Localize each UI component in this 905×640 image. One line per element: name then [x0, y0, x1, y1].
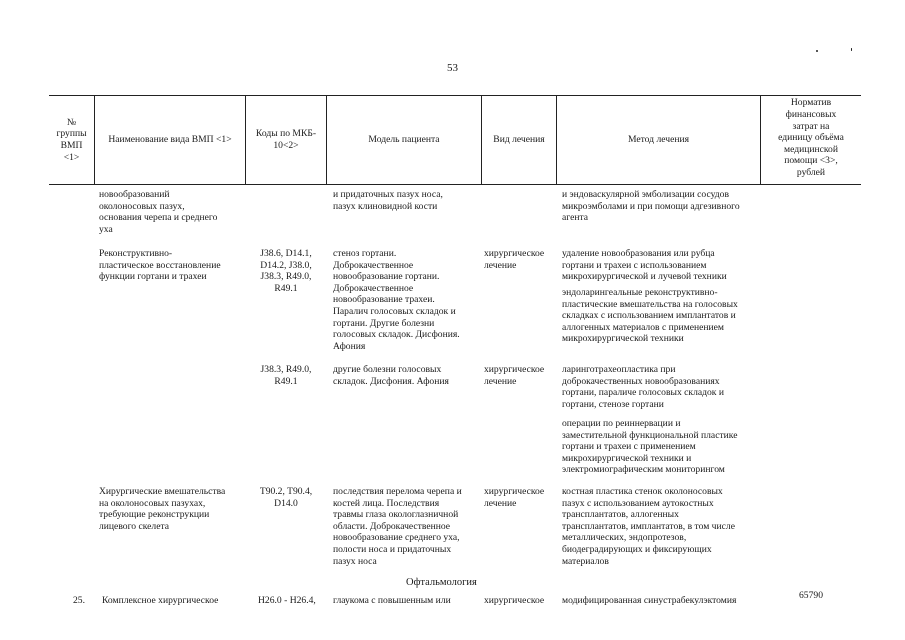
r25-model: глаукома с повышенным или	[333, 595, 451, 606]
r3-method: костная пластика стенок околоносовых пазух с использованием аутокостных трансплантатов, аллогенных трансплантатов, имплантатов, в том числе металлических, эндопротезов, биодеградирующих и фиксирующих материалов	[562, 486, 735, 567]
r3-codes: T90.2, T90.4, D14.0	[259, 486, 313, 509]
header-group-number: № группы ВМП <1>	[56, 116, 87, 163]
r2-codes: J38.3, R49.0, R49.1	[260, 364, 312, 387]
header-vmp-name: Наименование вида ВМП <1>	[108, 134, 232, 146]
r25-cost: 65790	[799, 590, 823, 601]
r25-codes: H26.0 - H26.4,	[258, 595, 316, 606]
r2-method-b: операции по реиннервации и заместительной функциональной пластике гортани и трахеи с применением микрохирургической техники и электромиографическим мониторингом	[562, 418, 738, 476]
header-bottom-border	[49, 184, 861, 185]
cont-name: новообразований околоносовых пазух, основания черепа и среднего уха	[99, 189, 218, 235]
r2-method-a: ларинготрахеопластика при доброкачественных новообразованиях гортани, параличе голосовых складок и гортани, стенозе гортани	[562, 364, 724, 410]
r25-type: хирургическое	[484, 595, 545, 606]
section-title: Офтальмология	[406, 577, 477, 588]
r3-type: хирургическое лечение	[484, 486, 545, 509]
r1-method-a: удаление новообразования или рубца гортани и трахеи с использованием микрохирургической и лучевой техники	[562, 248, 727, 283]
r2-model: другие болезни голосовых складок. Дисфония. Афония	[333, 364, 449, 387]
r25-method: модифицированная синустрабекулэктомия	[562, 595, 737, 606]
cont-method: и эндоваскулярной эмболизации сосудов микроэмболами и при помощи адгезивного агента	[562, 189, 740, 224]
r25-number: 25.	[73, 595, 85, 606]
r3-model: последствия перелома черепа и костей лица. Последствия травмы глаза окологлазничной области. Доброкачественное новообразование среднего уха, полости носа и придаточных пазух носа	[333, 486, 462, 567]
r3-name: Хирургические вмешательства на околоносовых пазухах, требующие реконструкции лицевого скелета	[99, 486, 226, 532]
header-treatment-method: Метод лечения	[627, 134, 690, 146]
r1-name: Реконструктивно- пластическое восстановление функции гортани и трахеи	[99, 248, 221, 283]
header-patient-model: Модель пациента	[368, 134, 440, 146]
header-cost-norm: Норматив финансовых затрат на единицу объёма медицинской помощи <3>, рублей	[778, 97, 844, 178]
r1-method-b: эндоларингеальные реконструктивно- пластические вмешательства на голосовых складках с использованием имплантатов и аллогенных материалов с применением микрохирургической техники	[562, 287, 738, 345]
header-icd-codes: Коды по МКБ- 10<2>	[255, 128, 317, 151]
speck	[816, 50, 818, 52]
page-number: 53	[447, 62, 458, 74]
r2-type: хирургическое лечение	[484, 364, 545, 387]
r25-name: Комплексное хирургическое	[102, 595, 219, 606]
header-treatment-type: Вид лечения	[493, 134, 545, 146]
r1-type: хирургическое лечение	[484, 248, 545, 271]
r1-codes: J38.6, D14.1, D14.2, J38.0, J38.3, R49.0, R49.1	[260, 248, 312, 294]
cont-model: и придаточных пазух носа, пазух клиновидной кости	[333, 189, 443, 212]
speck	[851, 48, 852, 51]
r1-model: стеноз гортани. Доброкачественное новообразование гортани. Доброкачественное новообразование трахеи. Паралич голосовых складок и гортани. Другие болезни голосовых складок. Дисфония. Афония	[333, 248, 460, 352]
